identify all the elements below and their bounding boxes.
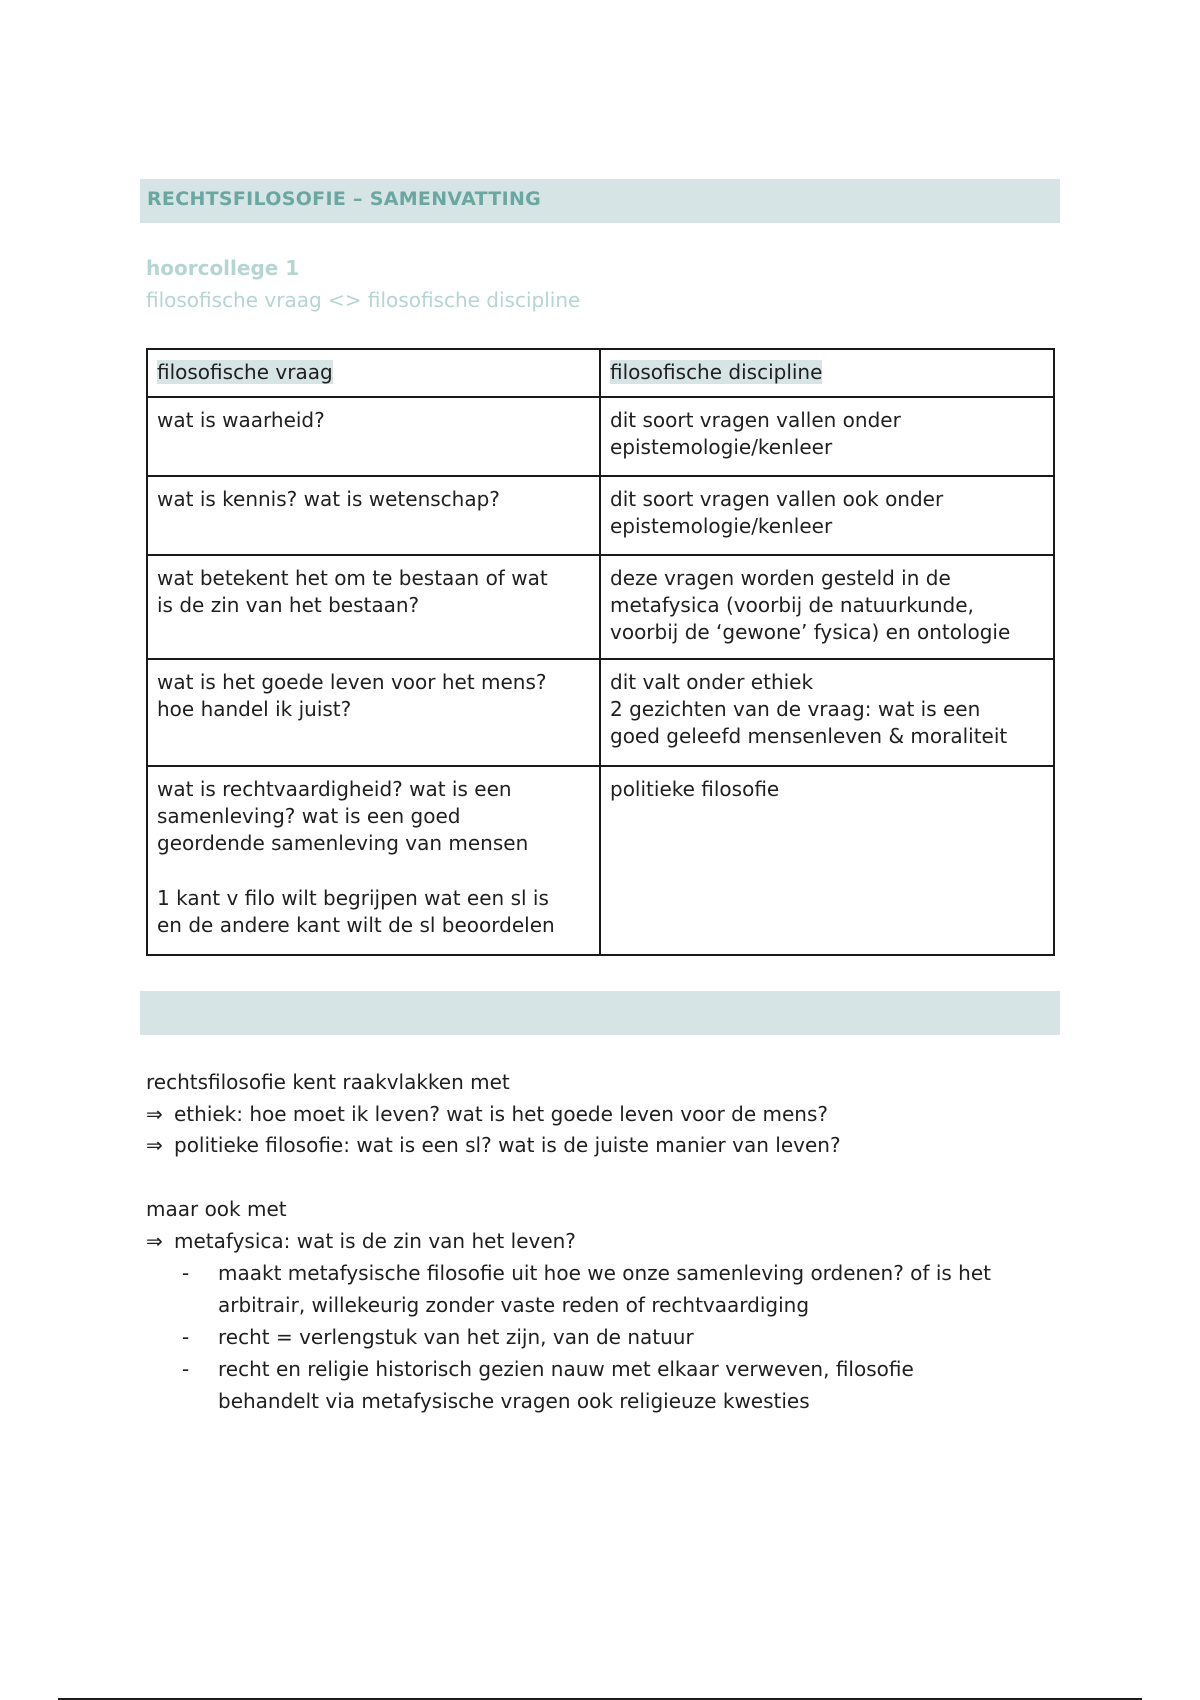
- table-row: [147, 397, 1054, 476]
- arrow-icon: ⇒: [146, 1229, 163, 1253]
- cell-text: geordende samenleving van mensen: [157, 831, 529, 855]
- dash-icon: -: [182, 1325, 190, 1349]
- document-title: RECHTSFILOSOFIE – SAMENVATTING: [147, 188, 542, 210]
- list-item: [146, 1353, 1046, 1417]
- header-cell-discipline: [600, 349, 1054, 397]
- point-text: politieke filosofie: wat is een sl? wat is de juiste manier van leven?: [174, 1133, 841, 1157]
- discipline-cell: [600, 766, 1054, 955]
- table-row: [147, 476, 1054, 555]
- header-label: filosofische vraag: [157, 360, 333, 384]
- table-header-row: [147, 349, 1054, 397]
- intro-line-2: maar ook met: [146, 1197, 287, 1221]
- cell-text: epistemologie/kenleer: [610, 514, 833, 538]
- cell-text: 2 gezichten van de vraag: wat is een: [610, 697, 981, 721]
- cell-text: wat is rechtvaardigheid? wat is een: [157, 777, 512, 801]
- list-item: [146, 1257, 1046, 1321]
- cell-text: wat is waarheid?: [157, 408, 325, 432]
- list-item-text: behandelt via metafysische vragen ook religieuze kwesties: [218, 1389, 810, 1413]
- philosophy-table: [146, 348, 1055, 956]
- cell-paragraph: [157, 885, 590, 939]
- title-banner: [140, 179, 1060, 223]
- table-row: [147, 766, 1054, 955]
- cell-text: voorbij de ‘gewone’ fysica) en ontologie: [610, 620, 1011, 644]
- dash-icon: -: [182, 1357, 190, 1381]
- cell-text: goed geleefd mensenleven & moraliteit: [610, 724, 1008, 748]
- list-item-text: recht en religie historisch gezien nauw met elkaar verweven, filosofie: [218, 1357, 914, 1381]
- intro-line: rechtsfilosofie kent raakvlakken met: [146, 1070, 510, 1094]
- cell-text: samenleving? wat is een goed: [157, 804, 461, 828]
- point-text: ethiek: hoe moet ik leven? wat is het goede leven voor de mens?: [174, 1102, 829, 1126]
- list-item-text: maakt metafysische filosofie uit hoe we onze samenleving ordenen? of is het: [218, 1261, 991, 1285]
- table-row: [147, 555, 1054, 659]
- header-label: filosofische discipline: [610, 360, 823, 384]
- bullet-list: [146, 1257, 1046, 1417]
- arrow-point: [146, 1098, 828, 1130]
- cell-text: en de andere kant wilt de sl beoordelen: [157, 913, 555, 937]
- cell-text: 1 kant v filo wilt begrijpen wat een sl is: [157, 886, 549, 910]
- section-divider-banner: [140, 991, 1060, 1035]
- cell-text: deze vragen worden gesteld in de: [610, 566, 951, 590]
- table-row: [147, 659, 1054, 766]
- question-cell: [147, 397, 600, 476]
- arrow-point: [146, 1129, 841, 1161]
- question-cell: [147, 659, 600, 766]
- cell-text: is de zin van het bestaan?: [157, 593, 420, 617]
- lecture-subheading: filosofische vraag <> filosofische discipline: [146, 288, 581, 312]
- cell-text: wat betekent het om te bestaan of wat: [157, 566, 548, 590]
- cell-text: dit soort vragen vallen onder: [610, 408, 901, 432]
- list-item-text: recht = verlengstuk van het zijn, van de natuur: [218, 1325, 694, 1349]
- question-cell: [147, 555, 600, 659]
- lecture-heading: hoorcollege 1: [146, 256, 300, 280]
- cell-text: dit soort vragen vallen ook onder: [610, 487, 944, 511]
- list-item-text: arbitrair, willekeurig zonder vaste reden of rechtvaardiging: [218, 1293, 810, 1317]
- cell-text: wat is het goede leven voor het mens?: [157, 670, 547, 694]
- cell-paragraph: [157, 776, 590, 857]
- cell-text: politieke filosofie: [610, 777, 780, 801]
- point-text: metafysica: wat is de zin van het leven?: [174, 1229, 576, 1253]
- arrow-icon: ⇒: [146, 1102, 163, 1126]
- arrow-point: [146, 1225, 576, 1257]
- cell-text: dit valt onder ethiek: [610, 670, 814, 694]
- cell-text: wat is kennis? wat is wetenschap?: [157, 487, 500, 511]
- discipline-cell: [600, 659, 1054, 766]
- question-cell: [147, 476, 600, 555]
- discipline-cell: [600, 476, 1054, 555]
- discipline-cell: [600, 397, 1054, 476]
- header-cell-question: [147, 349, 600, 397]
- discipline-cell: [600, 555, 1054, 659]
- cell-text: epistemologie/kenleer: [610, 435, 833, 459]
- cell-text: metafysica (voorbij de natuurkunde,: [610, 593, 974, 617]
- dash-icon: -: [182, 1261, 190, 1285]
- question-cell: [147, 766, 600, 955]
- list-item: [146, 1321, 1046, 1353]
- arrow-icon: ⇒: [146, 1133, 163, 1157]
- cell-text: hoe handel ik juist?: [157, 697, 352, 721]
